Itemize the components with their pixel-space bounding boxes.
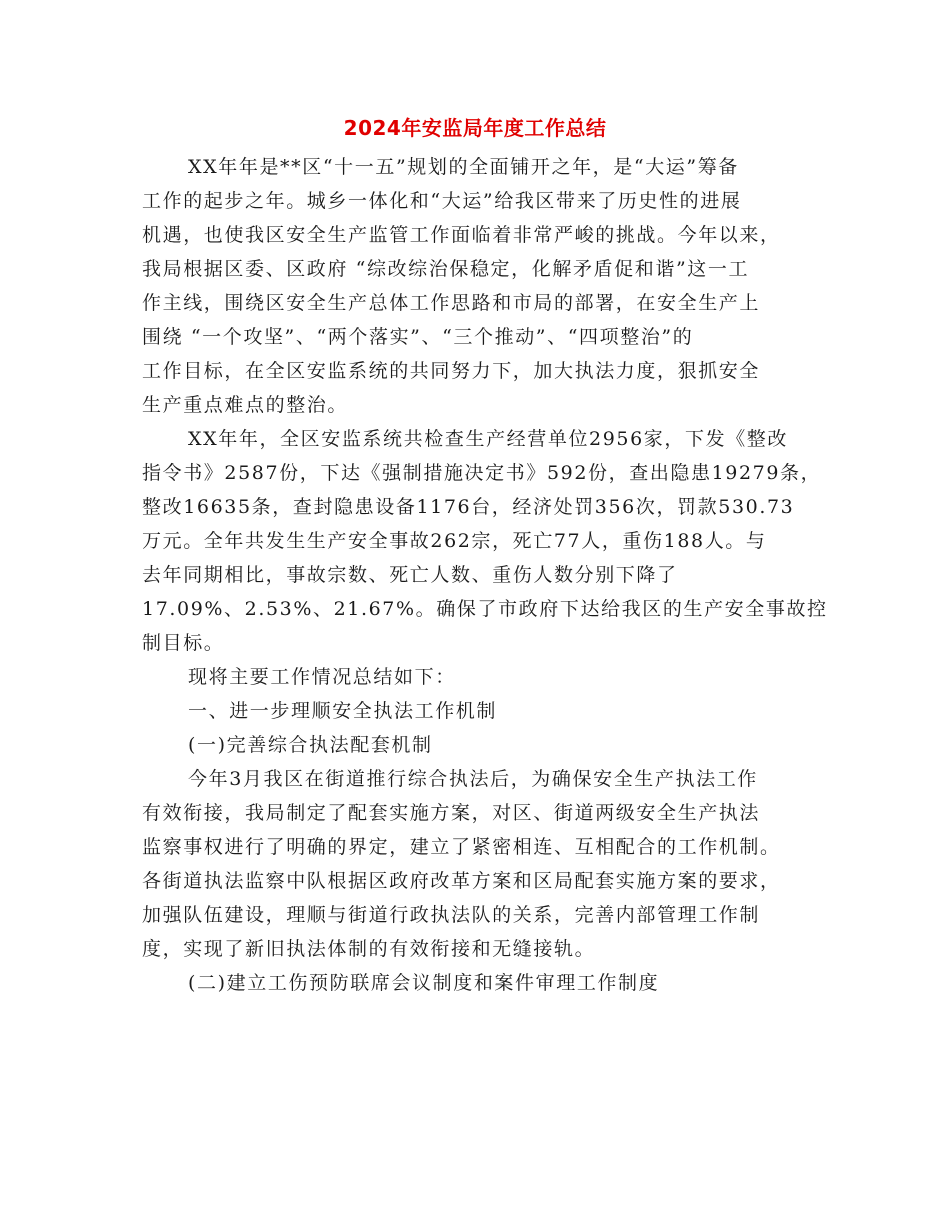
document-body xyxy=(142,150,828,1000)
text-line: 制目标。 xyxy=(142,632,225,654)
text-line: 工作的起步之年。城乡一体化和“大运”给我区带来了历史性的进展 xyxy=(142,190,742,212)
text-line: 指令书》2587份，下达《强制措施决定书》592份，查出隐患19279条， xyxy=(142,462,822,484)
text-line: 监察事权进行了明确的界定，建立了紧密相连、互相配合的工作机制。 xyxy=(142,836,781,858)
text-line: 有效衔接，我局制定了配套实施方案，对区、街道两级安全生产执法 xyxy=(142,802,761,824)
text-line: 现将主要工作情况总结如下： xyxy=(188,666,456,688)
text-line: 去年同期相比，事故宗数、死亡人数、重伤人数分别下降了 xyxy=(142,564,678,586)
text-line: XX年年是**区“十一五”规划的全面铺开之年，是“大运”筹备 xyxy=(188,156,739,178)
text-line: 加强队伍建设，理顺与街道行政执法队的关系，完善内部管理工作制 xyxy=(142,904,761,926)
text-line: XX年年，全区安监系统共检查生产经营单位2956家，下发《整改 xyxy=(188,428,789,450)
text-line: 17.09%、2.53%、21.67%。确保了市政府下达给我区的生产安全事故控 xyxy=(142,598,828,620)
document-title: 2024年安监局年度工作总结 xyxy=(343,116,607,140)
subsection-heading: (一)完善综合执法配套机制 xyxy=(188,734,433,756)
subsection-heading: (二)建立工伤预防联席会议制度和案件审理工作制度 xyxy=(188,972,660,994)
text-line: 机遇，也使我区安全生产监管工作面临着非常严峻的挑战。今年以来， xyxy=(142,224,781,246)
text-line: 万元。全年共发生生产安全事故262宗，死亡77人，重伤188人。与 xyxy=(142,530,767,552)
text-line: 围绕 “一个攻坚”、“两个落实”、“三个推动”、“四项整治”的 xyxy=(142,326,694,348)
text-line: 各街道执法监察中队根据区政府改革方案和区局配套实施方案的要求， xyxy=(142,870,781,892)
text-line: 作主线，围绕区安全生产总体工作思路和市局的部署，在安全生产上 xyxy=(142,292,761,314)
text-line: 度，实现了新旧执法体制的有效衔接和无缝接轨。 xyxy=(142,938,596,960)
text-line: 工作目标，在全区安监系统的共同努力下，加大执法力度，狠抓安全 xyxy=(142,360,761,382)
text-line: 整改16635条，查封隐患设备1176台，经济处罚356次，罚款530.73 xyxy=(142,496,795,518)
section-heading: 一、进一步理顺安全执法工作机制 xyxy=(188,700,498,722)
text-line: 今年3月我区在街道推行综合执法后，为确保安全生产执法工作 xyxy=(188,768,758,790)
text-line: 生产重点难点的整治。 xyxy=(142,394,349,416)
text-line: 我局根据区委、区政府 “综改综治保稳定，化解矛盾促和谐”这一工 xyxy=(142,258,750,280)
